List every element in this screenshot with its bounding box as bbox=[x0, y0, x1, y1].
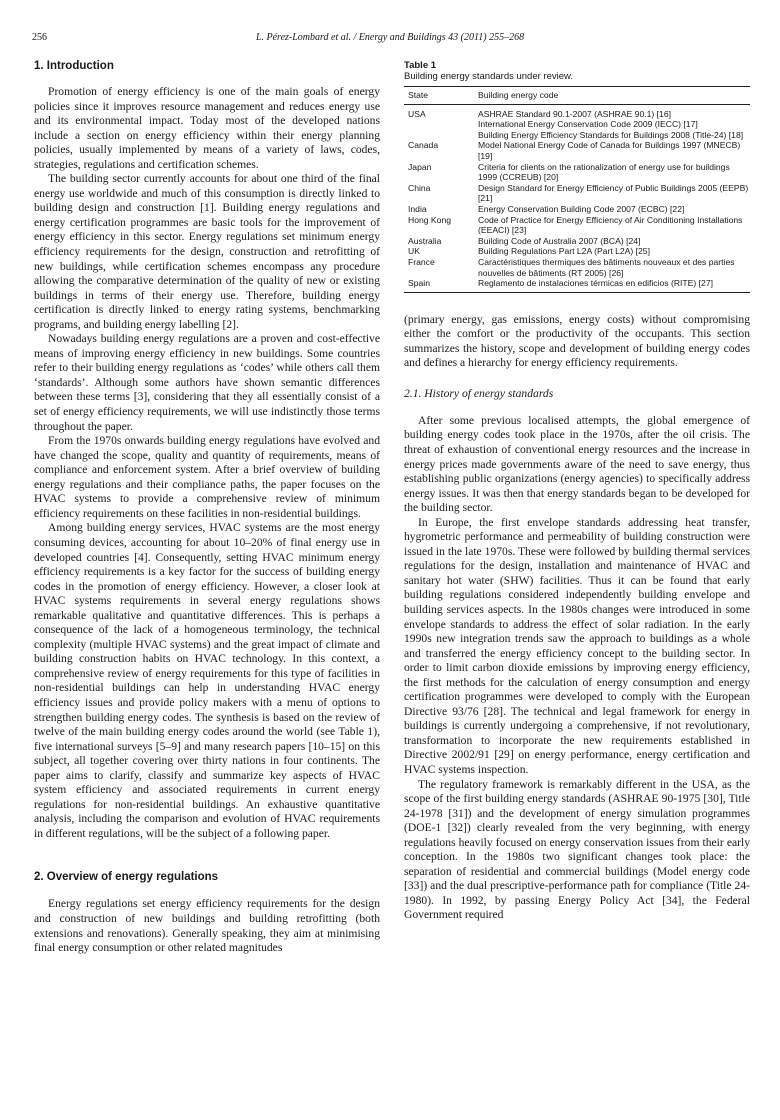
table-cell-code bbox=[474, 278, 750, 292]
table-cell-state bbox=[404, 257, 474, 278]
intro-paragraph-1: Promotion of energy efficiency is one of the main goals of energy policies since it improves resource management and reduces energy use and its environmental impact. Today most of the developed nations include a section on energy efficiency within their energy planning policies, usually implemented by means of a variety of laws, codes, strategies, regulations and certification schemes. bbox=[34, 85, 380, 171]
history-paragraph-2: In Europe, the first envelope standards addressing heat transfer, hygrometric performance and permeability of building construction were issued in the late 1970s. These were followed by building thermal services regulations for the design, installation and maintenance of HVAC and sanitary hot water (SHW) facilities. Thus it can be found that early building regulations considered independently building envelope and building services aspects. In the 1980s changes were introduced in some envelope standards to address the effect of solar radiation. In the early 1990s new integration trends saw the approach to buildings as a whole and transferred the energy efficiency concept to the building sector. In order to limit carbon dioxide emissions by improving energy efficiency, the first methods for the calculation of energy consumption and energy certification programmes were developed to comply with the European Directive 93/76 [28]. The technical and legal framework for energy in buildings is currently undergoing a comprehensive, if not revolutionary, transformation to incorporate the new requirements established in Directive 2002/91 [29] on energy performance, energy certification and HVAC systems inspection. bbox=[404, 515, 750, 776]
code-entry: Criteria for clients on the rationalization of energy use for buildings 1999 (CCREUB) [20] bbox=[478, 161, 730, 183]
table-cell-state bbox=[404, 104, 474, 140]
right-column bbox=[404, 60, 750, 923]
intro-paragraph-4: From the 1970s onwards building energy regulations have evolved and have changed the scope, quality and quantity of requirements, means of compliance and enforcement system. After a brief overview of building energy regulations and their compliance paths, the paper focuses on the HVAC systems to provide a comprehensive review of minimum efficiency requirements on these facilities in non-residential buildings. bbox=[34, 434, 380, 520]
overview-paragraph-continued: (primary energy, gas emissions, energy costs) without compromising either the comfort or the productivity of the occupants. This section summarizes the history, scope and development of building energy codes and defines a hierarchy for energy efficiency requirements. bbox=[404, 312, 750, 370]
table-row bbox=[404, 246, 750, 257]
table-row bbox=[404, 140, 750, 161]
table-header-code: Building energy code bbox=[474, 87, 750, 105]
running-header-citation: L. Pérez-Lombard et al. / Energy and Buildings 43 (2011) 255–268 bbox=[255, 32, 525, 43]
overview-paragraph-start: Energy regulations set energy efficiency requirements for the design and construction of new buildings and building retrofitting (both extensions and renovations). Generally speaking, they aim at minimising final energy consumption or other related magnitudes bbox=[34, 897, 380, 955]
code-entry: Building Regulations Part L2A (Part L2A) [25] bbox=[478, 246, 650, 257]
left-column bbox=[34, 60, 380, 956]
intro-paragraph-3: Nowadays building energy regulations are a proven and cost-effective means of improving energy efficiency in new buildings. Some countries refer to their building energy regulations as ‘codes’ while others call them ‘standards’. Although some authors have shown semantic differences between these terms [3], considering that they all essentially consist of a set of energy efficiency requirements, we will use indistinctly those terms throughout the paper. bbox=[34, 332, 380, 433]
table-cell-state bbox=[404, 215, 474, 236]
table-header-state: State bbox=[404, 87, 474, 105]
state-name: India bbox=[408, 203, 427, 214]
page-number: 256 bbox=[32, 32, 47, 43]
table-row bbox=[404, 162, 750, 183]
code-entry: Energy Conservation Building Code 2007 (ECBC) [22] bbox=[478, 203, 685, 214]
table-cell-code bbox=[474, 183, 750, 204]
section-2-heading: 2. Overview of energy regulations bbox=[34, 871, 219, 884]
state-name: Hong Kong bbox=[408, 214, 452, 225]
table-cell-code bbox=[474, 162, 750, 183]
table-cell-code bbox=[474, 104, 750, 140]
table-row bbox=[404, 257, 750, 278]
building-standards-table bbox=[404, 86, 750, 293]
state-name: UK bbox=[408, 246, 420, 257]
code-entry: Code of Practice for Energy Efficiency of Air Conditioning Installations (EEACI) [23] bbox=[478, 214, 743, 236]
intro-paragraph-2: The building sector currently accounts for about one third of the final energy use worldwide and much of this consumption is directly linked to building design and construction [1]. Building energy regulations and energy certification programmes are basic tools for the improvement of energy efficiency in this sector. Energy regulations set minimum energy efficiency requirements for the design, construction and retrofitting of new buildings, while certification schemes encompass any procedure allowing the comparative determination of the quality of new or existing buildings in terms of their energy use. Therefore, building energy certification is directly linked to energy rating systems, benchmarking programs, and building energy labelling [2]. bbox=[34, 172, 380, 331]
table-cell-code bbox=[474, 257, 750, 278]
table-cell-code bbox=[474, 215, 750, 236]
table-cell-state bbox=[404, 278, 474, 292]
code-entry: Model National Energy Code of Canada for Buildings 1997 (MNECB) [19] bbox=[478, 140, 741, 161]
state-name: Japan bbox=[408, 161, 432, 172]
code-entry: Design Standard for Energy Efficiency of Public Buildings 2005 (EEPB) [21] bbox=[478, 182, 749, 204]
table-cell-state bbox=[404, 236, 474, 247]
state-name: France bbox=[408, 256, 435, 267]
code-entry: Building Energy Efficiency Standards for Buildings 2008 (Title-24) [18] bbox=[478, 129, 744, 140]
state-name: China bbox=[408, 182, 431, 193]
history-paragraph-1: After some previous localised attempts, the global emergence of building energy codes took place in the 1970s, after the oil crisis. The threat of exhaustion of conventional energy resources and the increase in energy prices made governments aware of the need to save energy, thus establishing public organizations (energy agencies) to specifically address energy issues. It was then that energy standards began to be developed for the building sector. bbox=[404, 413, 750, 515]
section-2-1-heading: 2.1. History of energy standards bbox=[404, 386, 554, 400]
history-paragraph-3: The regulatory framework is remarkably different in the USA, as the scope of the first building energy standards (ASHRAE 90-1975 [30], Title 24-1978 [31]) and the development of energy simulation programmes (DOE-1 [32]) clearly revealed from the very beginning, with energy regulations heavily focused on energy conservation issues from their early conception. In the 1980s two significant changes took place: the separation of residential and commercial buildings (Model energy code [33]) and the dual prescriptive-performance path for compliance (Title 24-1980). In 1992, by passing Energy Policy Act [34], the Federal Government required bbox=[404, 777, 750, 922]
table-cell-code bbox=[474, 204, 750, 215]
section-1-heading: 1. Introduction bbox=[34, 60, 114, 72]
table-cell-code bbox=[474, 246, 750, 257]
code-entry: ASHRAE Standard 90.1-2007 (ASHRAE 90.1) [16] bbox=[478, 108, 671, 119]
code-entry: Caractéristiques thermiques des bâtiments nouveaux et des parties nouvelles de bâtiments (RT 2005) [26] bbox=[478, 256, 735, 278]
code-entry: Building Code of Australia 2007 (BCA) [24] bbox=[478, 235, 641, 246]
state-name: Australia bbox=[408, 235, 442, 246]
table-cell-state bbox=[404, 162, 474, 183]
state-name: Canada bbox=[408, 140, 439, 151]
table-cell-state bbox=[404, 204, 474, 215]
table-row bbox=[404, 215, 750, 236]
table-cell-state bbox=[404, 183, 474, 204]
table-cell-state bbox=[404, 140, 474, 161]
state-name: Spain bbox=[408, 278, 430, 289]
table-row bbox=[404, 278, 750, 292]
code-entry: International Energy Conservation Code 2009 (IECC) [17] bbox=[478, 119, 698, 130]
table-row bbox=[404, 236, 750, 247]
table-1-label: Table 1 bbox=[404, 60, 437, 71]
table-row bbox=[404, 104, 750, 140]
state-name: USA bbox=[408, 108, 426, 119]
code-entry: Reglamento de instalaciones térmicas en edificios (RITE) [27] bbox=[478, 278, 714, 289]
table-row bbox=[404, 204, 750, 215]
table-row bbox=[404, 183, 750, 204]
table-cell-code bbox=[474, 140, 750, 161]
intro-paragraph-5: Among building energy services, HVAC systems are the most energy consuming devices, accounting for about 10–20% of final energy use in developed countries [4]. Consequently, setting HVAC minimum energy efficiency requirements is a key factor for the success of building energy codes in the promotion of energy efficiency. However, a closer look at HVAC systems requirements in several energy regulations shows remarkable qualitative and quantitative differences. This is perhaps a consequence of the lack of a homogeneous terminology, the technical complexity (multiple HVAC systems) and the great impact of climate and building construction habits on HVAC technology. In this context, a comprehensive review of energy requirements for this type of facilities in non-residential buildings can help in understanding HVAC energy efficiency issues and provide policy makers with a menu of options to strengthen building energy codes. The synthesis is based on the review of twelve of the main building energy codes around the world (see Table 1), five international surveys [5–9] and many research papers [10–15] on this subject, all together covering over thirty nations in four continents. The paper aims to clarify, classify and summarize key aspects of HVAC system efficiency and associated requirements in current energy regulations for non-residential buildings. An exhaustive quantitative analysis, including the comparison and evolution of HVAC requirements in different regulations, will be the subject of a following paper. bbox=[34, 521, 380, 840]
table-cell-code bbox=[474, 236, 750, 247]
table-cell-state bbox=[404, 246, 474, 257]
table-1-caption: Building energy standards under review. bbox=[404, 71, 573, 82]
